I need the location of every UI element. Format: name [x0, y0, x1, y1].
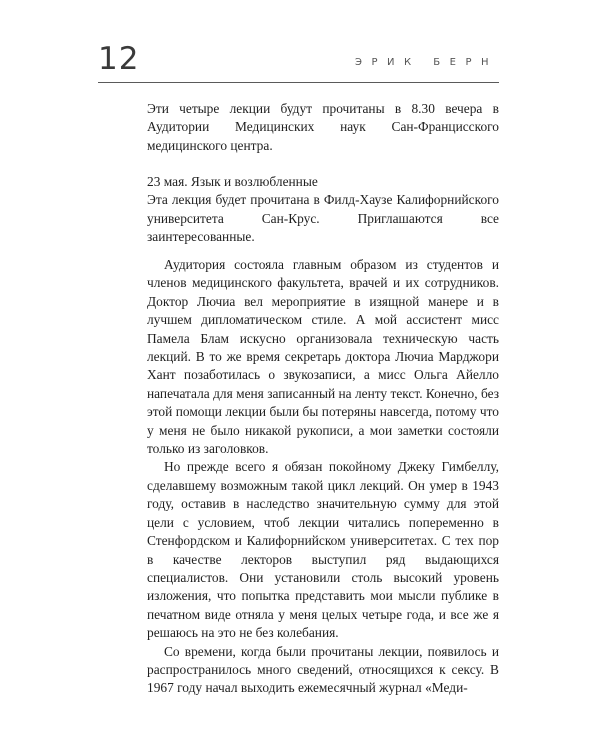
lecture-paragraph: Эта лекция будет прочитана в Филд-Хаузе Калифорнийского университета Сан-Крус. Приглашаются все заинтересованные. — [147, 192, 499, 245]
running-head: ЭРИК БЕРН — [355, 57, 498, 68]
intro-paragraph: Эти четыре лекции будут прочитаны в 8.30 вечера в Аудитории Медицинских наук Сан-Францисского медицинского центра. — [147, 101, 499, 153]
main-paragraph-3: Со времени, когда были прочитаны лекции, появилось и распространилось много сведений, относящихся к сексу. В 1967 году начал выходить ежемесячный журнал «Меди- — [147, 643, 499, 696]
lecture-heading: 23 мая. Язык и возлюбленные — [147, 174, 318, 189]
lecture-block — [147, 173, 499, 247]
header-rule — [98, 82, 499, 83]
page-number: 12 — [98, 41, 140, 77]
main-paragraph-2: Но прежде всего я обязан покойному Джеку Гимбеллу, сделавшему возможным такой цикл лекций. Он умер в 1943 году, оставив в наследство значительную сумму для этой цели с условием, чтоб лекции читались попеременно в Стенфордском и Калифорнийском университетах. С тех пор в качестве лекторов выступил ряд выдающихся специалистов. Они установили столь высокий уровень изложения, что попытка представить мои мысли публике в печатном виде отняла у меня целых четыре года, и все же я решаюсь на это не без колебания. — [147, 459, 499, 641]
main-text-block — [147, 256, 499, 698]
intro-block — [147, 100, 499, 155]
main-paragraph-1: Аудитория состояла главным образом из студентов и членов медицинского факультета, врачей и их сотрудников. Доктор Лючиа вел мероприятие в изящной манере и в лучшем дипломатическом стиле. А мой ассистент мисс Памела Блам искусно организовала техническую часть лекций. В то же время секретарь доктора Лючиа Марджори Хант позаботилась о звукозаписи, а мисс Ольга Айелло напечатала для меня записанный на ленту текст. Конечно, без этой помощи лекции были бы потеряны навсегда, потому что у меня не было никакой рукописи, а мои заметки состояли только из заголовков. — [147, 257, 499, 457]
